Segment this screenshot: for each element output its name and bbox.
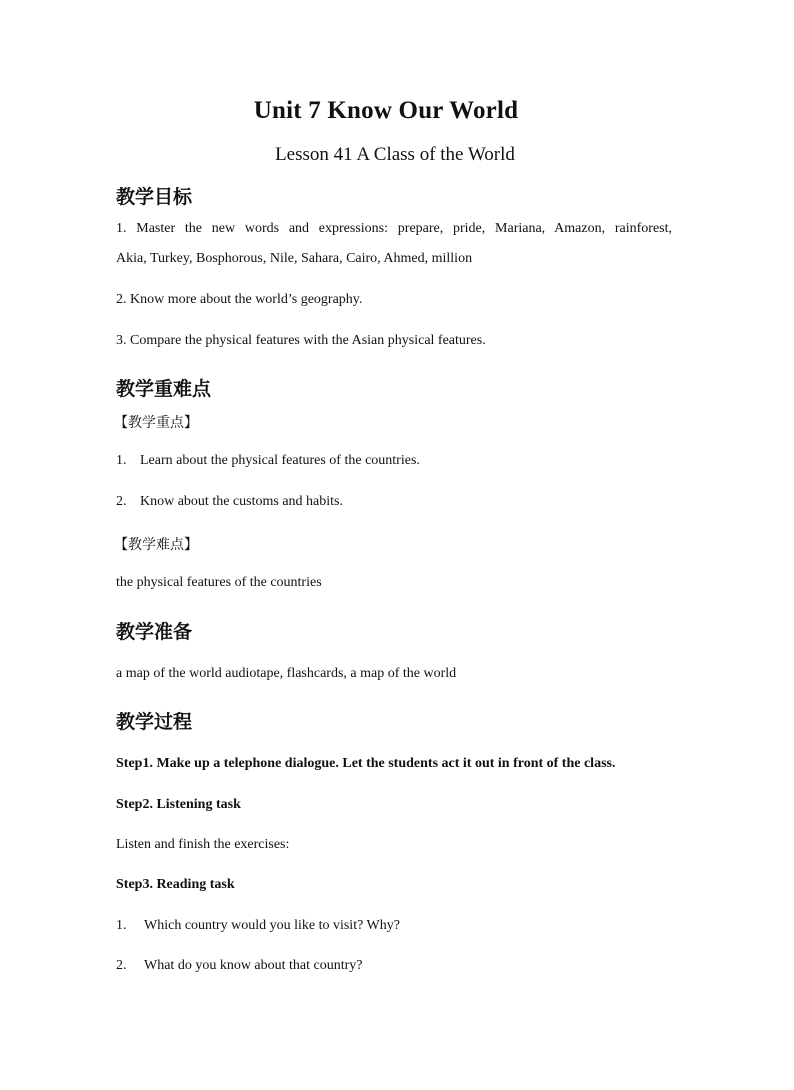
step3-heading: Step3. Reading task [116, 877, 235, 892]
objective-line-3: 3. Compare the physical features with the Asian physical features. [116, 333, 486, 348]
focus-item-number: 1. [116, 453, 127, 468]
document-subtitle: Lesson 41 A Class of the World [275, 144, 515, 165]
section-heading-process: 教学过程 [116, 711, 193, 733]
focus-item-text: Know about the customs and habits. [140, 494, 343, 509]
objective-line-2: 2. Know more about the world’s geography. [116, 292, 363, 307]
focus-item-2 [116, 494, 343, 510]
preparation-text: a map of the world audiotape, flashcards, a map of the world [116, 666, 457, 681]
objective-line-1: 1. Master the new words and expressions: prepare, pride, Mariana, Amazon, rainforest, [116, 221, 672, 236]
step1-heading: Step1. Make up a telephone dialogue. Let the students act it out in front of the class. [116, 756, 616, 771]
step2-heading: Step2. Listening task [116, 797, 241, 812]
question-2 [116, 958, 363, 974]
focus-item-text: Learn about the physical features of the countries. [140, 453, 420, 468]
section-heading-preparation: 教学准备 [116, 621, 193, 643]
focus-label: 【教学重点】 [114, 415, 198, 431]
question-text: Which country would you like to visit? Why? [144, 918, 400, 933]
question-number: 2. [116, 958, 127, 973]
focus-item-number: 2. [116, 494, 127, 509]
question-1 [116, 918, 400, 934]
focus-item-1 [116, 453, 420, 469]
difficulty-text: the physical features of the countries [116, 575, 322, 590]
section-heading-objectives: 教学目标 [116, 186, 193, 208]
question-text: What do you know about that country? [144, 958, 363, 973]
section-heading-key-points: 教学重难点 [116, 378, 212, 400]
difficulty-label: 【教学难点】 [114, 537, 198, 553]
question-number: 1. [116, 918, 127, 933]
objective-line-1-cont: Akia, Turkey, Bosphorous, Nile, Sahara, Cairo, Ahmed, million [116, 251, 473, 266]
step2-text: Listen and finish the exercises: [116, 837, 290, 852]
document-title: Unit 7 Know Our World [253, 97, 519, 124]
